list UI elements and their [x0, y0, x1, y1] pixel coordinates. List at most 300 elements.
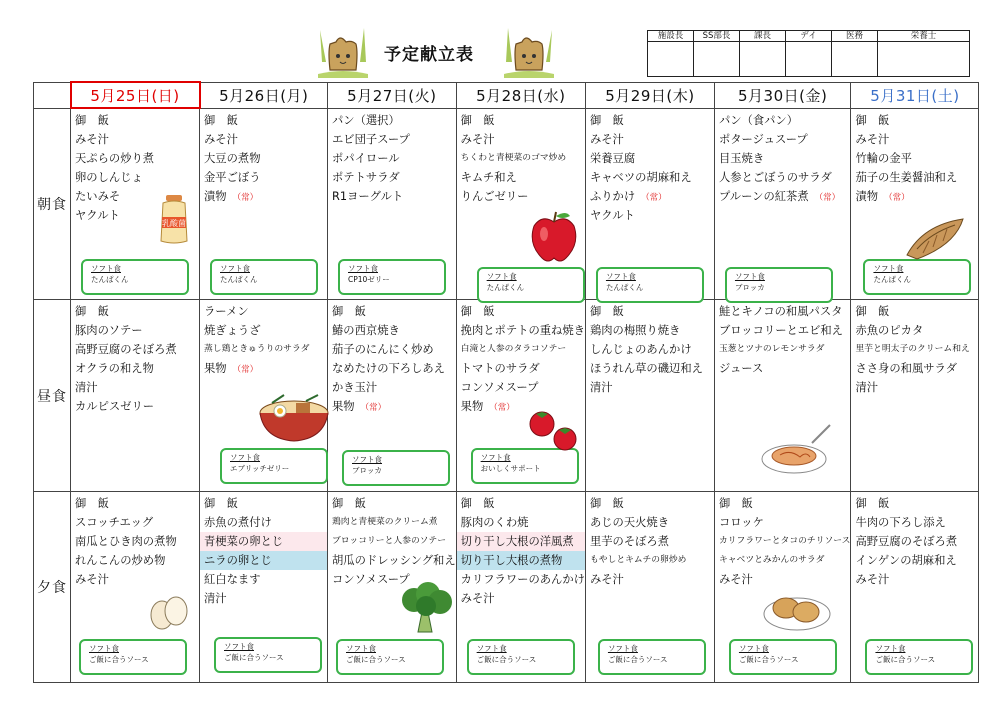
soft-food-label: ソフト食 — [352, 455, 382, 464]
menu-item — [855, 551, 978, 570]
menu-item-text: 鶏肉の梅照り焼き — [589, 324, 681, 337]
regular-diet-note: （常） — [884, 192, 910, 203]
eggs-illustration — [148, 589, 190, 633]
menu-item — [719, 340, 851, 359]
page-title: 予定献立表 — [384, 45, 474, 65]
menu-item-text: 豚肉のくわ焼 — [460, 516, 529, 529]
menu-item-text: 御 飯 — [460, 497, 495, 510]
menu-item-text: 金平ごぼう — [204, 170, 261, 184]
soft-food-box — [336, 639, 444, 675]
tomato-illustration — [552, 425, 578, 451]
menu-item — [719, 149, 851, 168]
approval-header: SS部長 — [694, 31, 740, 42]
menu-item-text: ポパイロール — [332, 151, 400, 165]
menu-item — [200, 532, 327, 551]
menu-item-list — [715, 109, 851, 206]
menu-item-text: みそ汁 — [75, 573, 109, 586]
menu-item-text: ちくわと青梗菜のゴマ炒め — [460, 152, 567, 163]
regular-diet-note: （常） — [641, 192, 667, 203]
menu-item-text: ジュース — [718, 362, 764, 375]
menu-item — [204, 111, 327, 130]
menu-item — [719, 321, 851, 340]
approval-stamp-box[interactable] — [786, 42, 832, 77]
menu-item-text: ヤクルト — [589, 208, 635, 222]
soft-food-label: ソフト食 — [875, 644, 906, 653]
menu-item-text: ささ身の和風サラダ — [855, 362, 958, 375]
menu-item — [75, 130, 199, 149]
menu-item-text: コンソメスープ — [332, 573, 410, 586]
menu-item-text: パン（食パン） — [718, 113, 799, 127]
menu-item-text: 御 飯 — [204, 113, 238, 127]
menu-item — [204, 168, 327, 187]
menu-item-text: ニラの卵とじ — [204, 554, 272, 567]
soft-food-label: ソフト食 — [607, 644, 638, 653]
soft-food-product: たんぱくん — [605, 282, 644, 292]
menu-item — [855, 340, 978, 359]
menu-item-text: キャベツとみかんのサラダ — [718, 555, 825, 565]
soft-food-box — [220, 448, 328, 484]
menu-item-text: 赤魚のピカタ — [855, 324, 924, 337]
menu-item-text: 高野豆腐のそぼろ煮 — [855, 535, 958, 548]
pasta-illustration — [760, 423, 834, 477]
menu-item — [719, 532, 851, 551]
menu-item — [204, 321, 327, 340]
menu-item — [719, 168, 851, 187]
menu-item-text: かき玉汁 — [332, 381, 378, 394]
menu-item-text: 果物 — [460, 400, 484, 413]
menu-item — [461, 340, 585, 359]
menu-item — [461, 321, 585, 340]
approval-stamp-box[interactable] — [832, 42, 878, 77]
menu-item-text: みそ汁 — [75, 133, 109, 146]
soft-food-product: ブロッカ — [352, 466, 382, 475]
menu-item-list — [328, 300, 456, 416]
menu-item-text: みそ汁 — [589, 573, 624, 586]
menu-item — [590, 206, 714, 225]
meal-label-dinner: 夕食 — [34, 492, 71, 683]
menu-cell-breakfast — [456, 108, 585, 300]
approval-stamp-box[interactable] — [694, 42, 740, 77]
regular-diet-note: （常） — [360, 403, 387, 413]
menu-item-text: 御 飯 — [589, 305, 624, 318]
menu-item — [590, 513, 714, 532]
menu-item — [204, 513, 327, 532]
menu-item-text: 白滝と人参のタラコソテー — [460, 344, 567, 354]
menu-item — [75, 494, 199, 513]
menu-item — [461, 378, 585, 397]
soft-food-product: おいしくサポート — [480, 464, 541, 473]
menu-item-text: 御 飯 — [855, 305, 890, 318]
menu-item — [332, 321, 456, 340]
menu-item-text: カリフラワーのあんかけ — [460, 573, 585, 586]
menu-item-text: もやしとキムチの卵炒め — [589, 555, 687, 565]
soft-food-product: たんぱくん — [91, 275, 129, 284]
menu-item-text: キャベツの胡麻和え — [589, 170, 692, 184]
day-header: 5月29日(木) — [585, 82, 714, 108]
soft-food-label: ソフト食 — [873, 263, 904, 273]
tree-stump-illustration — [316, 22, 370, 80]
menu-item-text: あじの天火焼き — [589, 516, 670, 529]
menu-cell-dinner — [200, 492, 328, 683]
menu-item-text: しんじょのあんかけ — [589, 343, 692, 356]
menu-item-text: R1ヨーグルト — [332, 189, 404, 203]
menu-item — [75, 570, 199, 589]
menu-item-text: プルーンの紅茶煮 — [718, 189, 809, 203]
menu-item — [461, 589, 585, 608]
menu-item — [461, 570, 585, 589]
menu-item-text: みそ汁 — [718, 573, 753, 586]
menu-item — [590, 130, 714, 149]
menu-item-text: 御 飯 — [204, 497, 238, 510]
day-header: 5月27日(火) — [328, 82, 457, 108]
menu-item — [719, 513, 851, 532]
menu-item — [204, 494, 327, 513]
menu-item-text: 焼ぎょうざ — [204, 324, 261, 337]
menu-item — [75, 321, 199, 340]
day-header: 5月28日(水) — [456, 82, 585, 108]
soft-food-product: ご飯に合うソース — [346, 655, 406, 664]
menu-item — [461, 187, 585, 206]
menu-item-text: 清汁 — [589, 381, 613, 394]
menu-item-text: 御 飯 — [718, 497, 753, 510]
menu-item — [332, 187, 456, 206]
meal-label-breakfast: 朝食 — [34, 108, 71, 300]
menu-item-text: 切り干し大根の煮物 — [460, 554, 563, 567]
menu-item-list — [71, 300, 199, 416]
menu-cell-lunch — [456, 300, 585, 492]
corner-cell — [34, 82, 71, 108]
menu-item — [590, 532, 714, 551]
menu-item — [332, 513, 456, 532]
soft-food-label: ソフト食 — [220, 263, 250, 273]
menu-item — [75, 359, 199, 378]
svg-text:乳酸菌: 乳酸菌 — [162, 219, 186, 228]
soft-food-product: ご飯に合うソース — [89, 655, 149, 664]
soft-food-product: ご飯に合うソース — [738, 655, 799, 664]
soft-food-label: ソフト食 — [738, 644, 769, 653]
menu-item — [461, 397, 585, 416]
menu-item — [75, 397, 199, 416]
soft-food-product: ご飯に合うソース — [476, 655, 537, 664]
menu-item-text: ポタージュスープ — [718, 132, 808, 146]
menu-item-text: 卵のしんじょ — [75, 171, 143, 184]
menu-item — [332, 149, 456, 168]
soft-food-label: ソフト食 — [91, 264, 121, 273]
soft-food-box — [863, 259, 971, 295]
menu-cell-lunch — [71, 300, 200, 492]
soft-food-box — [338, 259, 446, 295]
menu-item-text: 御 飯 — [460, 305, 495, 318]
soft-food-box — [598, 639, 706, 675]
menu-item — [461, 168, 585, 187]
menu-item-text: 蒸し鶏ときゅうりのサラダ — [204, 344, 310, 354]
regular-diet-note: （常） — [232, 365, 259, 375]
approval-header: 栄養士 — [878, 31, 970, 42]
menu-cell-breakfast — [585, 108, 714, 300]
approval-stamp-box[interactable] — [648, 42, 694, 77]
day-header: 5月26日(月) — [200, 82, 328, 108]
menu-item-text: 高野豆腐のそぼろ煮 — [75, 343, 177, 356]
menu-item — [590, 378, 714, 397]
day-header: 5月31日(土) — [851, 82, 979, 108]
menu-item — [204, 149, 327, 168]
menu-item-text: 目玉焼き — [718, 151, 765, 165]
menu-item — [204, 130, 327, 149]
menu-item-text: みそ汁 — [460, 592, 495, 605]
menu-item-text: 茄子の生姜醤油和え — [855, 170, 958, 184]
soft-food-label: ソフト食 — [89, 644, 119, 653]
menu-item-text: ポテトサラダ — [332, 170, 400, 184]
menu-item-list — [586, 492, 714, 589]
menu-item-text: 御 飯 — [855, 113, 890, 127]
menu-item-text: 玉葱とツナのレモンサラダ — [718, 344, 825, 354]
menu-item — [590, 187, 714, 206]
menu-item-text: 漬物 — [204, 189, 227, 203]
menu-item-text: コンソメスープ — [460, 381, 539, 394]
approval-stamp-table — [647, 30, 970, 77]
menu-cell-breakfast — [851, 108, 979, 300]
menu-item-text: 果物 — [332, 400, 355, 413]
menu-item-text: 鶏肉と青梗菜のクリーム煮 — [332, 517, 438, 527]
soft-food-label: ソフト食 — [346, 644, 376, 653]
menu-item-text: 清汁 — [204, 592, 227, 605]
menu-item — [590, 302, 714, 321]
menu-item — [590, 321, 714, 340]
soft-food-box — [342, 450, 450, 486]
menu-item — [204, 340, 327, 359]
soft-food-box — [729, 639, 837, 675]
menu-item — [590, 359, 714, 378]
menu-item-text: 里芋のそぼろ煮 — [589, 535, 670, 548]
menu-item — [332, 340, 456, 359]
menu-item — [719, 111, 851, 130]
day-header: 5月25日(日) — [71, 82, 200, 108]
menu-item-text: ラーメン — [204, 305, 249, 318]
menu-item-text: 御 飯 — [460, 113, 495, 127]
menu-item-list — [851, 492, 978, 589]
menu-item — [855, 359, 978, 378]
menu-item — [204, 589, 327, 608]
menu-item-text: パン（選択） — [332, 113, 400, 127]
menu-item-text: 御 飯 — [75, 497, 109, 510]
menu-item-text: トマトのサラダ — [460, 362, 540, 375]
menu-item — [204, 187, 327, 206]
menu-item-list — [328, 492, 456, 589]
menu-item — [75, 513, 199, 532]
approval-stamp-box[interactable] — [740, 42, 786, 77]
menu-item-text: 清汁 — [855, 381, 879, 394]
soft-food-box — [79, 639, 187, 675]
menu-item — [719, 187, 851, 206]
menu-item — [855, 513, 978, 532]
menu-item-text: 御 飯 — [589, 497, 624, 510]
menu-item — [75, 551, 199, 570]
menu-item — [719, 494, 851, 513]
menu-item-text: コロッケ — [718, 516, 764, 529]
menu-item-text: 茄子のにんにく炒め — [332, 343, 434, 356]
menu-item-list — [851, 300, 978, 397]
menu-item — [461, 149, 585, 168]
menu-item — [332, 532, 456, 551]
menu-item-text: 南瓜とひき肉の煮物 — [75, 535, 177, 548]
soft-food-product: ご飯に合うソース — [224, 653, 284, 662]
menu-item — [719, 302, 851, 321]
menu-item — [461, 302, 585, 321]
menu-item — [204, 302, 327, 321]
menu-item-text: 大豆の煮物 — [204, 151, 261, 165]
menu-item-text: 栄養豆腐 — [589, 151, 636, 165]
soft-food-label: ソフト食 — [230, 453, 260, 462]
menu-item: 御 飯 — [332, 305, 366, 318]
broccoli-illustration — [398, 582, 456, 634]
menu-item-list — [71, 492, 199, 589]
menu-item-text: キムチ和え — [460, 170, 517, 184]
croquette-illustration — [762, 582, 832, 634]
menu-item-text: 竹輪の金平 — [855, 151, 912, 165]
menu-item-list — [200, 492, 327, 608]
soft-food-box — [865, 639, 973, 675]
soft-food-box — [81, 259, 189, 295]
menu-item — [75, 340, 199, 359]
soft-food-product: ご飯に合うソース — [607, 655, 668, 664]
day-header: 5月30日(金) — [714, 82, 851, 108]
approval-header: 医務 — [832, 31, 878, 42]
menu-cell-lunch — [585, 300, 714, 492]
menu-item — [204, 570, 327, 589]
menu-item — [855, 378, 978, 397]
menu-cell-dinner — [71, 492, 200, 683]
header — [316, 18, 566, 82]
approval-header: 課長 — [740, 31, 786, 42]
menu-item-text: 切り干し大根の洋風煮 — [460, 535, 574, 548]
menu-item — [457, 551, 585, 570]
menu-item-list — [328, 109, 456, 206]
menu-item-text: 豚肉のソテー — [75, 324, 143, 337]
menu-item-text: 紅白なます — [204, 573, 261, 586]
menu-item — [461, 513, 585, 532]
menu-item-list — [200, 109, 327, 206]
menu-item-text: オクラの和え物 — [75, 362, 154, 375]
menu-item — [461, 111, 585, 130]
menu-item-list — [457, 109, 585, 206]
menu-item-text: ブロッコリーとエビ和え — [718, 324, 843, 337]
menu-item — [75, 378, 199, 397]
menu-item-text: ブロッコリーと人参のソテー — [332, 536, 447, 546]
soft-food-product: エブリッチゼリー — [230, 464, 290, 473]
menu-item-text: みそ汁 — [589, 132, 624, 146]
menu-item — [590, 340, 714, 359]
menu-item-text: 鰆の西京焼き — [332, 324, 400, 337]
menu-item — [855, 494, 978, 513]
menu-item — [590, 570, 714, 589]
menu-item-text: なめたけの下ろしあえ — [332, 362, 445, 375]
menu-item — [204, 359, 327, 378]
soft-food-product: ご飯に合うソース — [875, 655, 936, 664]
menu-cell-breakfast — [714, 108, 851, 300]
menu-item-text: 漬物 — [855, 189, 879, 203]
menu-item — [719, 130, 851, 149]
menu-item-text: 挽肉とポテトの重ね焼き — [460, 324, 585, 337]
menu-item-text: 人参とごぼうのサラダ — [718, 170, 832, 184]
menu-item-list — [200, 300, 327, 378]
menu-item — [200, 551, 327, 570]
menu-item — [855, 168, 978, 187]
menu-item — [75, 532, 199, 551]
soft-food-label: ソフト食 — [348, 263, 378, 273]
tree-stump-illustration — [502, 22, 556, 80]
menu-item — [332, 168, 456, 187]
soft-food-product: CP10ゼリー — [348, 274, 390, 284]
menu-item — [590, 111, 714, 130]
menu-cell-dinner — [585, 492, 714, 683]
menu-item-text: りんごゼリー — [460, 189, 529, 203]
menu-item — [719, 551, 851, 570]
menu-item — [590, 149, 714, 168]
menu-item — [855, 187, 978, 206]
menu-item — [855, 149, 978, 168]
menu-item-text: 御 飯 — [855, 497, 890, 510]
menu-item-list — [586, 109, 714, 225]
menu-item — [855, 111, 978, 130]
menu-item — [332, 494, 456, 513]
menu-item-text: みそ汁 — [855, 132, 890, 146]
menu-item — [75, 302, 199, 321]
menu-item-list — [457, 492, 585, 608]
menu-item-text: 天ぷらの炒り煮 — [75, 152, 155, 165]
menu-item — [590, 168, 714, 187]
menu-cell-lunch — [851, 300, 979, 492]
soft-food-label: ソフト食 — [224, 642, 254, 651]
fish-snack-illustration — [903, 215, 969, 261]
menu-item-text: みそ汁 — [460, 132, 495, 146]
menu-cell-dinner — [456, 492, 585, 683]
menu-item-text: 御 飯 — [589, 113, 624, 127]
menu-item-text: ふりかけ — [589, 189, 636, 203]
soft-food-box — [210, 259, 318, 295]
soft-food-label: ソフト食 — [476, 644, 507, 653]
soft-food-label: ソフト食 — [480, 453, 511, 462]
menu-item-list — [715, 300, 851, 378]
menu-item-text: エビ団子スープ — [332, 132, 410, 146]
menu-item-text: スコッチエッグ — [75, 516, 154, 529]
apple-illustration — [528, 210, 580, 264]
menu-item-text: れんこんの炒め物 — [75, 554, 166, 567]
soft-food-box — [467, 639, 575, 675]
menu-item — [332, 397, 456, 416]
menu-item-text: 御 飯 — [332, 497, 366, 510]
menu-item-list — [715, 492, 851, 589]
menu-item — [590, 494, 714, 513]
menu-item-text: 里芋と明太子のクリーム和え — [855, 344, 970, 354]
menu-item — [332, 378, 456, 397]
soft-food-box — [214, 637, 322, 673]
approval-stamp-box[interactable] — [878, 42, 970, 77]
menu-cell-lunch — [328, 300, 457, 492]
menu-item-text: 御 飯 — [75, 114, 109, 127]
menu-item — [855, 302, 978, 321]
regular-diet-note: （常） — [814, 192, 841, 203]
soft-food-product: ブロッカ — [734, 282, 765, 292]
menu-item — [332, 111, 456, 130]
regular-diet-note: （常） — [232, 192, 259, 203]
menu-item — [855, 532, 978, 551]
menu-item-text: インゲンの胡麻和え — [855, 554, 957, 567]
menu-item-text: ヤクルト — [75, 209, 120, 222]
menu-item-text: 胡瓜のドレッシング和え — [332, 554, 456, 567]
regular-diet-note: （常） — [489, 403, 515, 413]
menu-item — [457, 532, 585, 551]
menu-item-text: 果物 — [204, 362, 227, 375]
